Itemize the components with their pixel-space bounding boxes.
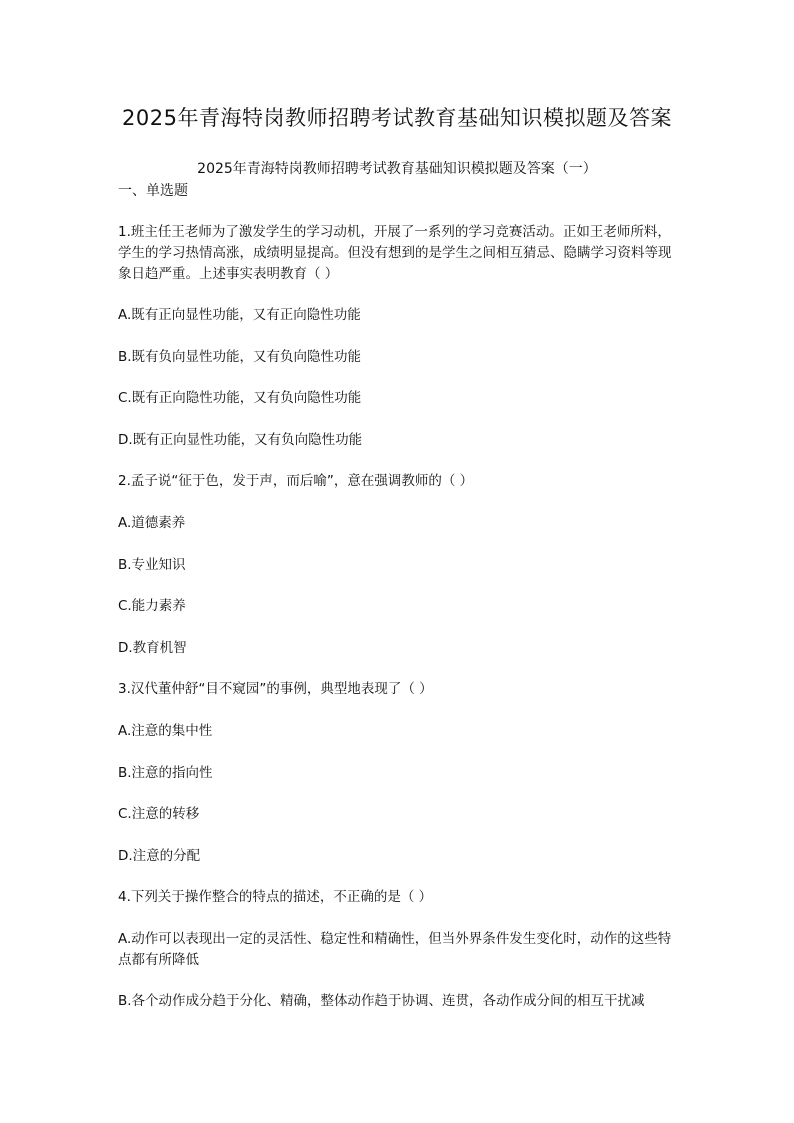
question-1-option-b: B.既有负向显性功能，又有负向隐性功能 (118, 349, 362, 365)
document-title: 2025年青海特岗教师招聘考试教育基础知识模拟题及答案 (122, 106, 672, 130)
question-3-option-b: B.注意的指向性 (118, 765, 213, 781)
question-4-option-b: B.各个动作成分趋于分化、精确，整体动作趋于协调、连贯，各动作成分间的相互干扰减 (118, 993, 645, 1009)
question-2-option-b: B.专业知识 (118, 557, 186, 573)
question-1-option-c: C.既有正向隐性功能，又有负向隐性功能 (118, 390, 362, 406)
question-2-option-a: A.道德素养 (118, 515, 186, 531)
question-3-option-a: A.注意的集中性 (118, 723, 213, 739)
question-4-stem: 4.下列关于操作整合的特点的描述，不正确的是（ ） (118, 889, 433, 905)
question-2-option-d: D.教育机智 (118, 640, 187, 656)
section-heading: 一、单选题 (118, 183, 188, 199)
question-2-stem: 2.孟子说“征于色，发于声，而后喻”，意在强调教师的（ ） (118, 473, 474, 489)
question-3-stem: 3.汉代董仲舒“目不窥园”的事例，典型地表现了（ ） (118, 681, 433, 697)
question-1-stem: 1.班主任王老师为了激发学生的学习动机，开展了一系列的学习竞赛活动。正如王老师所料，学生的学习热情高涨，成绩明显提高。但没有想到的是学生之间相互猜忌、隐瞒学习资料等现象日趋严重。上述事实表明教育（ ） (118, 224, 672, 282)
question-3-option-d: D.注意的分配 (118, 848, 201, 864)
question-1-option-a: A.既有正向显性功能，又有正向隐性功能 (118, 307, 361, 323)
question-1-option-d: D.既有正向显性功能，又有负向隐性功能 (118, 432, 363, 448)
document-subtitle: 2025年青海特岗教师招聘考试教育基础知识模拟题及答案（一） (197, 161, 597, 177)
question-4-option-a: A.动作可以表现出一定的灵活性、稳定性和精确性，但当外界条件发生变化时，动作的这些特点都有所降低 (118, 931, 672, 968)
question-2-option-c: C.能力素养 (118, 598, 186, 614)
question-3-option-c: C.注意的转移 (118, 806, 200, 822)
